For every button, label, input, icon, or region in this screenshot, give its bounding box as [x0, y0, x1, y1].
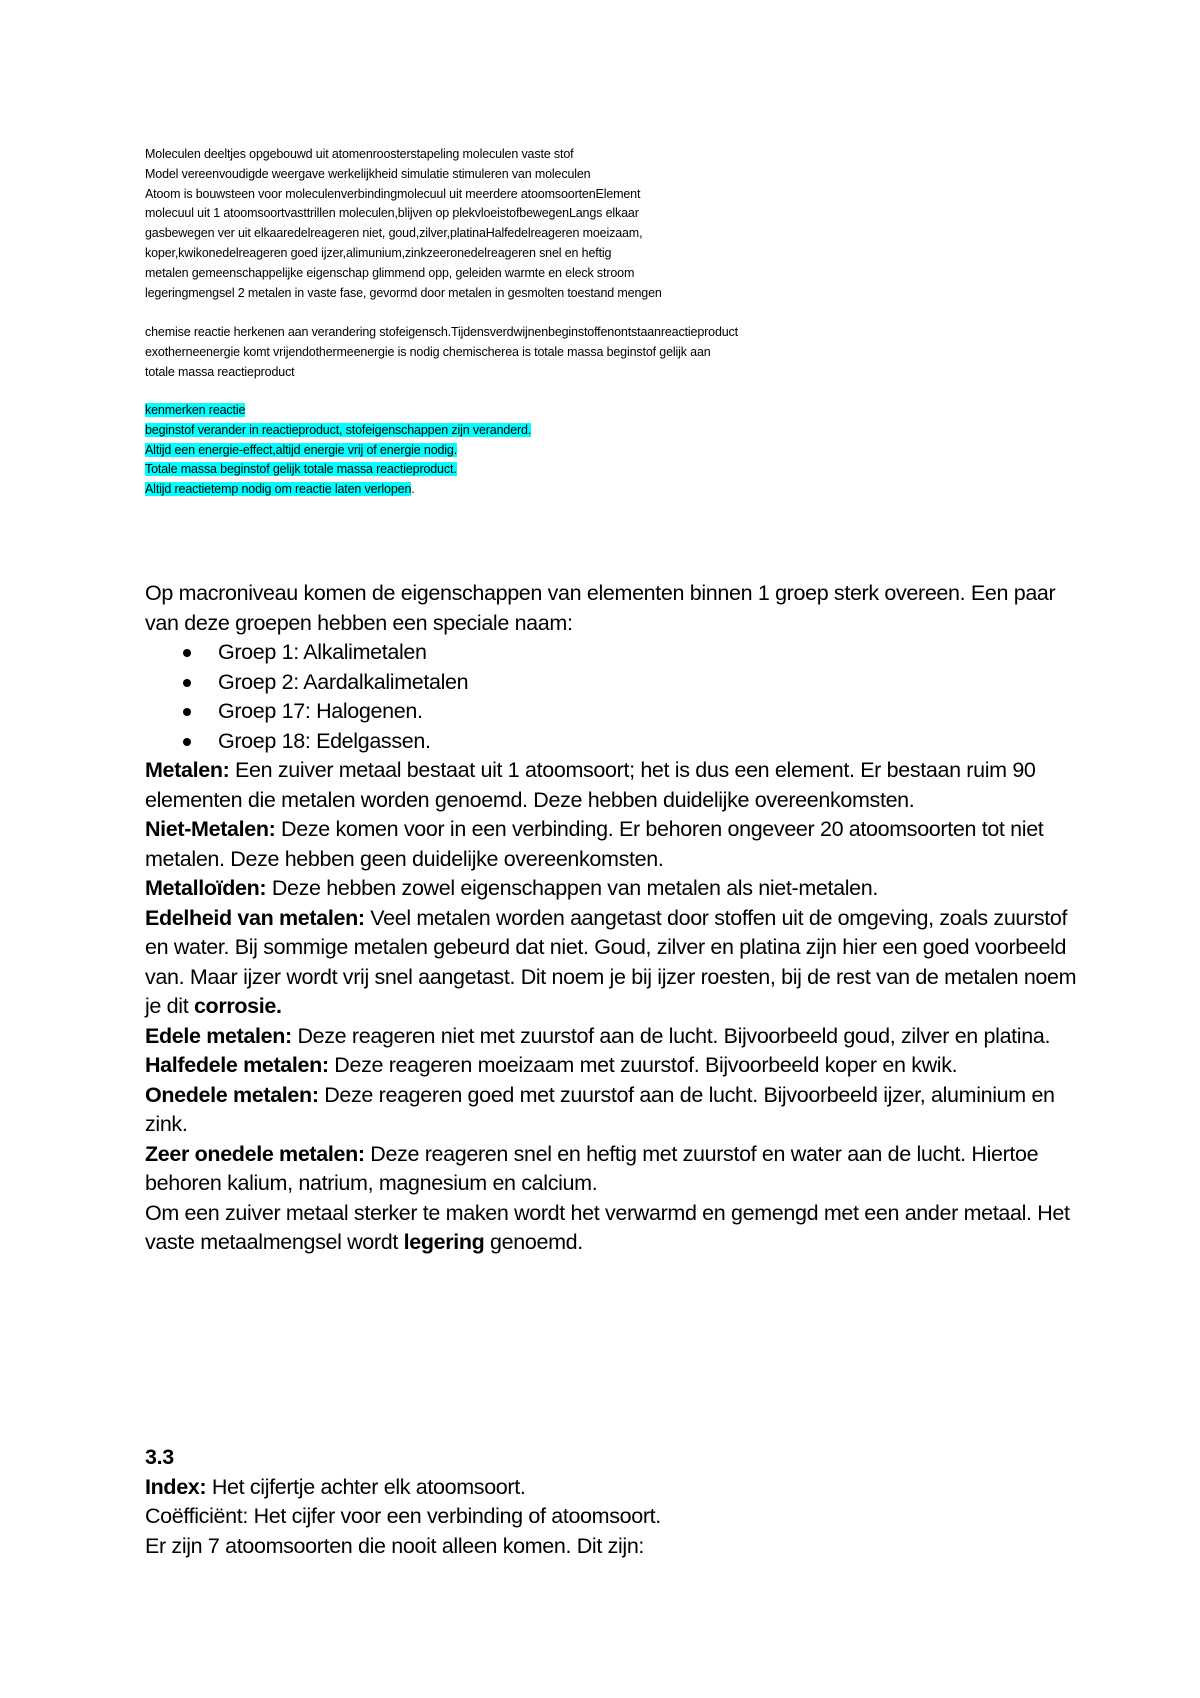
group-label: Groep 18: Edelgassen. — [218, 728, 431, 753]
definition: genoemd. — [484, 1230, 583, 1254]
notes-line: chemise reactie herkenen aan verandering stofeigensch.Tijdensverdwijnenbeginstoffenontstaanreactieproduct — [145, 325, 738, 339]
definition: Deze reageren niet met zuurstof aan de lucht. Bijvoorbeeld goud, zilver en platina. — [291, 1023, 1051, 1048]
metalloiden-paragraph — [145, 874, 1085, 904]
term: Edelheid van metalen: — [145, 905, 365, 930]
list-item — [145, 668, 1085, 698]
notes-line: metalen gemeenschappelijke eigenschap glimmend opp, geleiden warmte en eleck stroom — [145, 265, 635, 280]
halfedele-metalen-paragraph — [145, 1051, 1085, 1081]
notes-block-2 — [145, 323, 1085, 382]
notes-block-1 — [145, 145, 1085, 303]
list-item — [145, 697, 1085, 727]
edelheid-paragraph — [145, 904, 1085, 1022]
notes-line: totale massa reactieproduct — [145, 364, 295, 379]
term: Index: — [145, 1474, 207, 1499]
notes-line: Model vereenvoudigde weergave werkelijkheid simulatie stimuleren van moleculen — [145, 166, 591, 181]
definition: Een zuiver metaal bestaat uit 1 atoomsoort; het is dus een element. Er bestaan ruim 90 elementen die metalen worden genoemd. Deze hebben duidelijke overeenkomsten. — [145, 758, 1036, 812]
trailing-period: . — [411, 482, 415, 497]
highlighted-line — [145, 401, 1085, 421]
term: Onedele metalen: — [145, 1082, 319, 1107]
notes-line: molecuul uit 1 atoomsoortvasttrillen moleculen,blijven op plekvloeistofbewegenLangs elkaar — [145, 206, 639, 221]
definition: Deze hebben zowel eigenschappen van metalen als niet-metalen. — [266, 876, 878, 900]
highlight: Totale massa beginstof gelijk totale massa reactieproduct. — [145, 462, 457, 477]
legering-paragraph — [145, 1199, 1085, 1258]
highlighted-line — [145, 421, 1085, 441]
highlight: kenmerken reactie — [145, 403, 246, 417]
highlight: Altijd reactietemp nodig om reactie laten verlopen — [145, 482, 412, 497]
highlighted-line — [145, 441, 1085, 461]
highlighted-notes-block — [145, 401, 1085, 500]
definition: Deze reageren goed met zuurstof aan de lucht. Bijvoorbeeld ijzer, aluminium en zink. — [145, 1082, 1055, 1136]
bullet-icon — [183, 679, 191, 687]
definition: Deze reageren snel en heftig met zuurstof en water aan de lucht. Hiertoe behoren kalium, natrium, magnesium en calcium. — [145, 1141, 1039, 1195]
bullet-icon — [183, 708, 191, 716]
list-item — [145, 727, 1085, 757]
notes-line: legeringmengsel 2 metalen in vaste fase, gevormd door metalen in gesmolten toestand mengen — [145, 285, 662, 300]
term: legering — [403, 1230, 485, 1254]
niet-metalen-paragraph — [145, 815, 1085, 874]
definition: Veel metalen worden aangetast door stoffen uit de omgeving, zoals zuurstof en water. Bij sommige metalen gebeurd dat niet. Goud, zilver en platina zijn hier een goed voorbeeld van. Maar ijzer wordt vrij snel aangetast. Dit noem je bij ijzer roesten, bij de rest van de metalen noem je dit — [145, 905, 1077, 1018]
term: corrosie. — [193, 994, 282, 1018]
definition: Deze komen voor in een verbinding. Er behoren ongeveer 20 atoomsoorten tot niet metalen. Deze hebben geen duidelijke overeenkomsten. — [145, 817, 1044, 871]
definition: Om een zuiver metaal sterker te maken wordt het verwarmd en gemengd met een ander metaal. Het vaste metaalmengsel wordt — [145, 1200, 1070, 1254]
bullet-icon — [183, 738, 191, 746]
atoomsoorten-paragraph: Er zijn 7 atoomsoorten die nooit alleen komen. Dit zijn: — [145, 1533, 645, 1558]
section-3-3 — [145, 1443, 1085, 1561]
highlighted-line — [145, 480, 1085, 500]
definition: Deze reageren moeizaam met zuurstof. Bijvoorbeeld koper en kwik. — [328, 1053, 958, 1077]
highlight: Altijd een energie-effect,altijd energie vrij of energie nodig. — [145, 442, 458, 457]
highlighted-line — [145, 460, 1085, 480]
bullet-icon — [183, 649, 191, 657]
section-heading — [145, 1443, 1085, 1473]
metalen-paragraph — [145, 756, 1085, 815]
term: Niet-Metalen: — [145, 817, 276, 841]
highlight: beginstof verander in reactieproduct, stofeigenschappen zijn veranderd. — [145, 422, 532, 437]
notes-line: Atoom is bouwsteen voor moleculenverbindingmolecuul uit meerdere atoomsoortenElement — [145, 186, 641, 201]
term: Metalloïden: — [145, 876, 267, 900]
term: Metalen: — [145, 758, 230, 782]
term: Edele metalen: — [145, 1023, 292, 1048]
term: Zeer onedele metalen: — [145, 1141, 365, 1166]
notes-line: gasbewegen ver uit elkaaredelreageren niet, goud,zilver,platinaHalfedelreageren moeizaam, — [145, 226, 643, 241]
term: Halfedele metalen: — [145, 1053, 329, 1077]
group-list — [145, 638, 1085, 756]
intro-paragraph: Op macroniveau komen de eigenschappen van elementen binnen 1 groep sterk overeen. Een paar van deze groepen hebben een speciale naam: — [145, 581, 1056, 635]
notes-line: koper,kwikonedelreageren goed ijzer,alimunium,zinkzeeronedelreageren snel en heftig — [145, 245, 612, 260]
coefficient-paragraph: Coëfficiënt: Het cijfer voor een verbinding of atoomsoort. — [145, 1504, 661, 1528]
notes-line: exotherneenergie komt vrijendothermeenergie is nodig chemischerea is totale massa beginstof gelijk aan — [145, 344, 711, 359]
index-paragraph — [145, 1473, 1085, 1503]
onedele-metalen-paragraph — [145, 1081, 1085, 1140]
notes-line: Moleculen deeltjes opgebouwd uit atomenroosterstapeling moleculen vaste stof — [145, 147, 574, 161]
group-label: Groep 2: Aardalkalimetalen — [218, 669, 469, 694]
heading-text: 3.3 — [145, 1445, 174, 1469]
definition: Het cijfertje achter elk atoomsoort. — [206, 1474, 526, 1499]
main-section — [145, 579, 1085, 1258]
zeer-onedele-metalen-paragraph — [145, 1140, 1085, 1199]
list-item — [145, 638, 1085, 668]
group-label: Groep 1: Alkalimetalen — [218, 640, 427, 664]
edele-metalen-paragraph — [145, 1022, 1085, 1052]
group-label: Groep 17: Halogenen. — [218, 699, 423, 723]
